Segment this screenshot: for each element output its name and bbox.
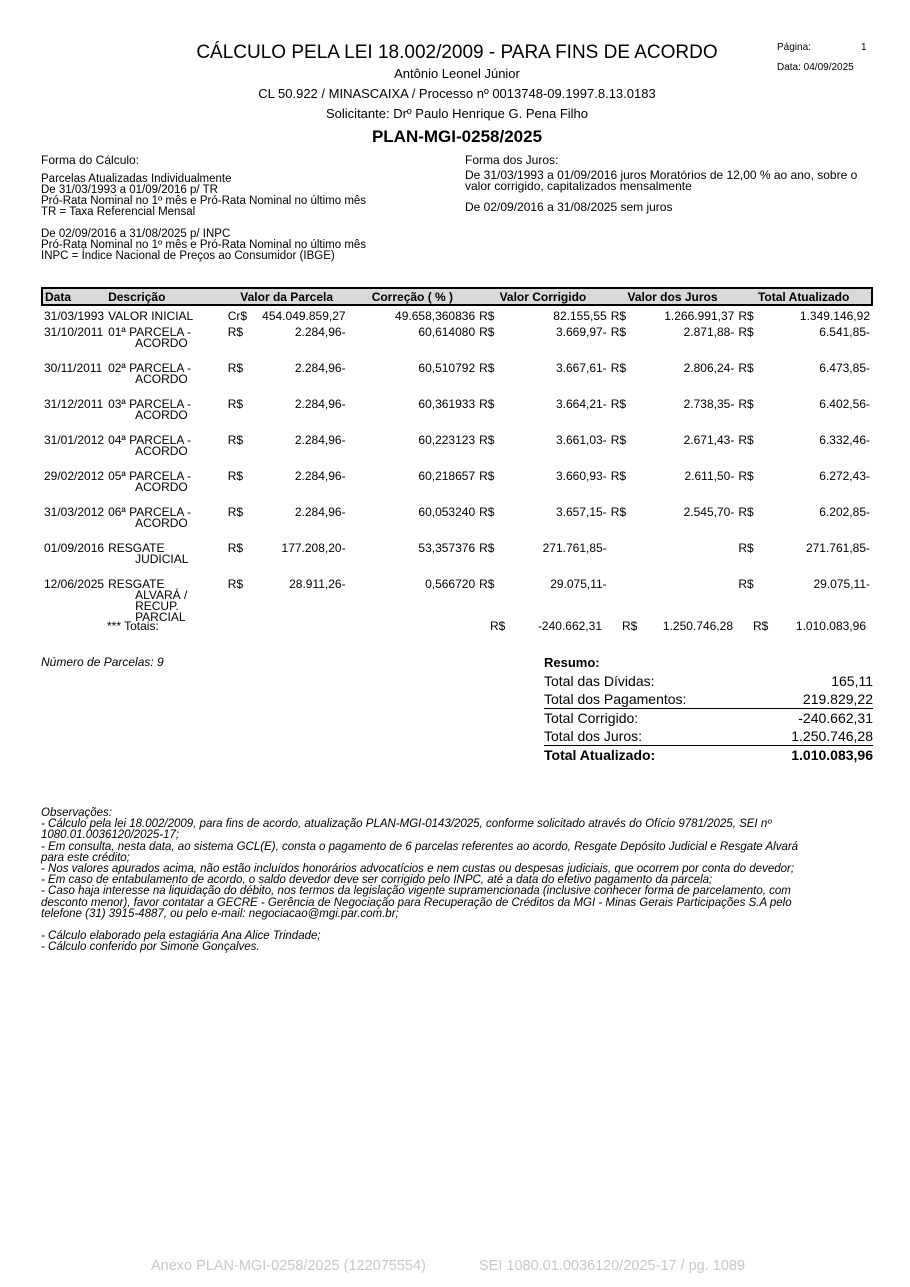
row-description-line: 01ª PARCELA - (108, 325, 191, 339)
summary-value: 1.010.083,96 (791, 747, 873, 763)
row-description-line: 06ª PARCELA - (108, 505, 191, 519)
row-description-line: ACORDO (135, 444, 188, 458)
row-interest-currency: R$ (610, 469, 627, 483)
observation-line: Observações: (41, 807, 112, 819)
row-date: 30/11/2011 (44, 361, 103, 375)
row-corrected-currency: R$ (479, 397, 495, 411)
table-row (42, 395, 872, 431)
summary-title: Resumo: (544, 655, 600, 670)
summary-label: Total das Dívidas: (544, 673, 655, 689)
observation-line: desconto menor), favor contatar a GECRE - Gerência de Negociação para Recuperação de Créditos da MGI - Minas Gerais Participações S.A pelo (41, 896, 792, 909)
row-total-currency: R$ (738, 505, 754, 519)
row-installment-value: 2.284,96- (294, 433, 346, 447)
row-installment-currency: R$ (227, 397, 244, 411)
summary-row-total (544, 745, 873, 764)
row-description (106, 395, 226, 431)
summary-row (544, 690, 873, 708)
interest-form-line: De 31/03/1993 a 01/09/2016 juros Moratórios de 12,00 % ao ano, sobre o (465, 168, 858, 182)
row-corrected-value: 3.661,03- (555, 433, 607, 447)
table-row (42, 431, 872, 467)
observation-line: - Caso haja interesse na liquidação do débito, nos termos da legislação vigente supramencionada (inclusive conhecer forma de parcelamento, com (41, 885, 791, 898)
observation-line: - Cálculo pela lei 18.002/2009, para fins de acordo, atualização PLAN-MGI-0143/2025, conforme solicitado através do Ofício 9781/2025, SEI nº (41, 818, 772, 831)
row-correction: 60,053240 (418, 505, 476, 519)
row-interest-currency: R$ (610, 309, 627, 323)
requester: Solicitante: Drº Paulo Henrique G. Pena Filho (326, 106, 588, 121)
row-description-line: ACORDO (135, 408, 188, 422)
col-header-description: Descrição (106, 288, 226, 305)
report-date: Data: 04/09/2025 (777, 62, 854, 73)
observations (41, 808, 871, 953)
row-installment-currency: R$ (227, 325, 244, 339)
row-date: 01/09/2016 (44, 541, 105, 555)
observation-line: 1080.01.0036120/2025-17; (41, 829, 180, 842)
row-total-currency: R$ (738, 541, 754, 555)
row-interest-value: 2.871,88- (683, 325, 735, 339)
col-header-correction: Correção ( % ) (348, 288, 478, 305)
row-description (106, 305, 226, 323)
interest-form-section (465, 154, 875, 213)
row-total-value: 6.272,43- (819, 469, 870, 483)
observation-line: - Cálculo elaborado pela estagiária Ana Alice Trindade; (41, 930, 321, 943)
totals-corrected: -240.662,31 (537, 619, 602, 633)
row-description-line: ACORDO (135, 372, 188, 386)
row-description (106, 539, 226, 575)
row-corrected-value: 82.155,55 (553, 309, 607, 323)
row-date: 31/12/2011 (44, 397, 104, 411)
col-header-total: Total Atualizado (736, 288, 872, 305)
totals-interest: 1.250.746,28 (662, 619, 733, 633)
row-corrected-value: 271.761,85- (542, 541, 607, 555)
observation-line: - Cálculo conferido por Simone Gonçalves. (41, 941, 260, 954)
plan-code: PLAN-MGI-0258/2025 (371, 127, 543, 146)
row-total-currency: R$ (738, 361, 754, 375)
row-corrected-value: 3.660,93- (555, 469, 607, 483)
process-number: CL 50.922 / MINASCAIXA / Processo nº 0013748-09.1997.8.13.0183 (258, 86, 656, 101)
calc-form-line: Parcelas Atualizadas Individualmente (41, 173, 232, 185)
calc-form-line: INPC = Índice Nacional de Preços ao Consumidor (IBGE) (41, 250, 335, 262)
row-date: 31/01/2012 (44, 433, 105, 447)
debtor-name: Antônio Leonel Júnior (394, 66, 520, 81)
observation-line: - Em consulta, nesta data, ao sistema GCL(E), consta o pagamento de 6 parcelas referentes ao acordo, Resgate Depósito Judicial e Resgate Alvará (41, 840, 799, 853)
summary-label: Total Corrigido: (544, 710, 639, 726)
row-corrected-value: 3.664,21- (555, 397, 607, 411)
table-row (42, 305, 872, 323)
row-date: 12/06/2025 (44, 577, 105, 591)
row-total-value: 6.541,85- (819, 325, 870, 339)
calc-form-line: De 31/03/1993 a 01/09/2016 p/ TR (41, 184, 218, 196)
summary-value: 219.829,22 (802, 691, 873, 707)
summary-value: 1.250.746,28 (791, 728, 873, 744)
row-correction: 53,357376 (418, 541, 476, 555)
totals-corrected-currency: R$ (490, 619, 506, 633)
row-description (106, 503, 226, 539)
row-correction: 0,566720 (425, 577, 476, 591)
row-description (106, 359, 226, 395)
row-correction: 60,218657 (418, 469, 476, 483)
col-header-corrected: Valor Corrigido (477, 288, 609, 305)
row-description-line: RESGATE (108, 577, 165, 591)
calc-form-line: TR = Taxa Referencial Mensal (41, 206, 196, 218)
row-corrected-currency: R$ (479, 577, 495, 591)
row-interest-currency: R$ (610, 433, 627, 447)
row-correction: 60,361933 (418, 397, 476, 411)
row-interest-currency: R$ (610, 397, 627, 411)
row-interest-value: 2.738,35- (683, 397, 735, 411)
row-description-line: RESGATE (108, 541, 165, 555)
row-interest-value: 2.545,70- (683, 505, 735, 519)
row-installment-value: 2.284,96- (294, 505, 346, 519)
summary-row (544, 708, 873, 727)
interest-form-line: valor corrigido, capitalizados mensalmente (465, 179, 692, 193)
page-number: 1 (861, 42, 867, 53)
calc-form-line: Pró-Rata Nominal no 1º mês e Pró-Rata Nominal no último mês (41, 239, 367, 251)
summary-value: -240.662,31 (798, 710, 873, 726)
row-installment-currency: R$ (227, 361, 244, 375)
table-row (42, 575, 872, 623)
row-interest-currency: R$ (610, 505, 627, 519)
row-installment-currency: Cr$ (227, 309, 248, 323)
row-description-line: ACORDO (135, 336, 188, 350)
row-total-value: 29.075,11- (813, 577, 870, 591)
row-installment-currency: R$ (227, 505, 244, 519)
page-label: Página: (777, 42, 811, 53)
row-date: 31/03/1993 (44, 309, 105, 323)
totals-updated-currency: R$ (753, 619, 769, 633)
interest-form-line: De 02/09/2016 a 31/08/2025 sem juros (465, 200, 673, 214)
row-installment-value: 2.284,96- (294, 325, 346, 339)
row-corrected-value: 3.667,61- (555, 361, 607, 375)
row-total-currency: R$ (738, 325, 754, 339)
calculation-table (41, 287, 873, 623)
totals-label: *** Totais: (107, 619, 159, 633)
summary-label: Total dos Pagamentos: (544, 691, 687, 707)
calc-form-line: De 02/09/2016 a 31/08/2025 p/ INPC (41, 228, 231, 240)
row-installment-currency: R$ (227, 577, 244, 591)
calc-form-line: Pró-Rata Nominal no 1º mês e Pró-Rata Nominal no último mês (41, 195, 367, 207)
row-installment-value: 454.049.859,27 (262, 309, 346, 323)
row-description-line: ACORDO (135, 480, 188, 494)
footer-sei-reference: SEI 1080.01.0036120/2025-17 / pg. 1089 (479, 1258, 746, 1274)
row-description-line: 05ª PARCELA - (108, 469, 191, 483)
row-correction: 60,223123 (418, 433, 476, 447)
installment-count: Número de Parcelas: 9 (41, 655, 164, 669)
summary-value: 165,11 (831, 673, 873, 689)
table-row (42, 359, 872, 395)
row-corrected-value: 29.075,11- (550, 577, 607, 591)
summary-row (544, 727, 873, 745)
row-description-line: ALVARÁ / RECUP. (135, 588, 188, 613)
row-installment-currency: R$ (227, 433, 244, 447)
calc-form-label: Forma do Cálculo: (41, 153, 140, 167)
row-installment-currency: R$ (227, 541, 244, 555)
row-total-value: 6.332,46- (819, 433, 870, 447)
summary-box (544, 654, 873, 764)
row-description-line: 02ª PARCELA - (108, 361, 191, 375)
row-interest-currency: R$ (610, 325, 627, 339)
observation-line: - Nos valores apurados acima, não estão incluídos honorários advocatícios e nem custas ou despesas judiciais, que ocorrem por conta do devedor; (41, 863, 795, 876)
row-correction: 60,614080 (418, 325, 476, 339)
row-description-line: 03ª PARCELA - (108, 397, 191, 411)
row-interest-value (645, 539, 737, 575)
row-total-currency: R$ (738, 309, 754, 323)
row-description-line: ACORDO (135, 516, 188, 530)
document-title: CÁLCULO PELA LEI 18.002/2009 - PARA FINS DE ACORDO (196, 42, 718, 63)
row-interest-currency (609, 575, 645, 623)
observation-line: - Em caso de entabulamento de acordo, o saldo devedor deve ser corrigido pelo INPC, até a data do efetivo pagamento da parcela; (41, 874, 713, 887)
col-header-installment: Valor da Parcela (226, 288, 348, 305)
row-installment-value: 28.911,26- (289, 577, 346, 591)
row-corrected-currency: R$ (479, 433, 495, 447)
row-description-line: JUDICIAL (135, 552, 189, 566)
row-description-line: 04ª PARCELA - (108, 433, 191, 447)
table-row (42, 323, 872, 359)
col-header-interest: Valor dos Juros (609, 288, 737, 305)
table-row (42, 539, 872, 575)
summary-label: Total Atualizado: (544, 747, 656, 763)
row-total-value: 6.402,56- (819, 397, 870, 411)
row-interest-currency (609, 539, 645, 575)
row-total-value: 1.349.146,92 (799, 309, 870, 323)
row-total-currency: R$ (738, 397, 754, 411)
summary-label: Total dos Juros: (544, 728, 643, 744)
row-total-currency: R$ (738, 433, 754, 447)
table-row (42, 467, 872, 503)
row-corrected-currency: R$ (479, 325, 495, 339)
interest-form-label: Forma dos Juros: (465, 153, 559, 167)
observation-line: telefone (31) 3915-4887, ou pelo e-mail: negociacao@mgi.par.com.br; (41, 907, 399, 920)
row-interest-currency: R$ (610, 361, 627, 375)
row-corrected-currency: R$ (479, 361, 495, 375)
row-installment-value: 2.284,96- (294, 361, 346, 375)
row-date: 29/02/2012 (44, 469, 105, 483)
row-description-line: VALOR INICIAL (108, 309, 194, 323)
row-total-value: 6.473,85- (819, 361, 870, 375)
row-corrected-currency: R$ (479, 505, 495, 519)
totals-interest-currency: R$ (622, 619, 638, 633)
row-interest-value: 1.266.991,37 (664, 309, 735, 323)
calc-form-section (41, 154, 461, 262)
row-date: 31/03/2012 (44, 505, 105, 519)
row-date: 31/10/2011 (44, 325, 104, 339)
row-correction: 49.658,360836 (395, 309, 476, 323)
footer-attachment: Anexo PLAN-MGI-0258/2025 (122075554) (151, 1258, 426, 1274)
row-description (106, 431, 226, 467)
row-interest-value (645, 575, 737, 623)
row-description (106, 323, 226, 359)
col-header-date: Data (42, 288, 106, 305)
row-installment-currency: R$ (227, 469, 244, 483)
summary-row (544, 672, 873, 690)
row-total-currency: R$ (738, 577, 754, 591)
row-total-currency: R$ (738, 469, 754, 483)
row-corrected-currency: R$ (479, 469, 495, 483)
table-row (42, 503, 872, 539)
row-corrected-currency: R$ (479, 541, 495, 555)
row-installment-value: 2.284,96- (294, 469, 346, 483)
row-interest-value: 2.806,24- (683, 361, 735, 375)
row-installment-value: 2.284,96- (294, 397, 346, 411)
table-header-row (42, 288, 872, 305)
row-interest-value: 2.671,43- (683, 433, 735, 447)
row-correction: 60,510792 (418, 361, 476, 375)
row-installment-value: 177.208,20- (281, 541, 346, 555)
row-total-value: 271.761,85- (805, 541, 870, 555)
row-corrected-value: 3.657,15- (555, 505, 607, 519)
totals-updated: 1.010.083,96 (795, 619, 866, 633)
row-corrected-currency: R$ (479, 309, 495, 323)
row-description-line: PARCIAL (135, 610, 186, 624)
observation-line: para este crédito; (41, 851, 130, 864)
row-description (106, 575, 226, 623)
row-total-value: 6.202,85- (819, 505, 870, 519)
row-corrected-value: 3.669,97- (555, 325, 607, 339)
row-description (106, 467, 226, 503)
row-interest-value: 2.611,50- (684, 469, 735, 483)
